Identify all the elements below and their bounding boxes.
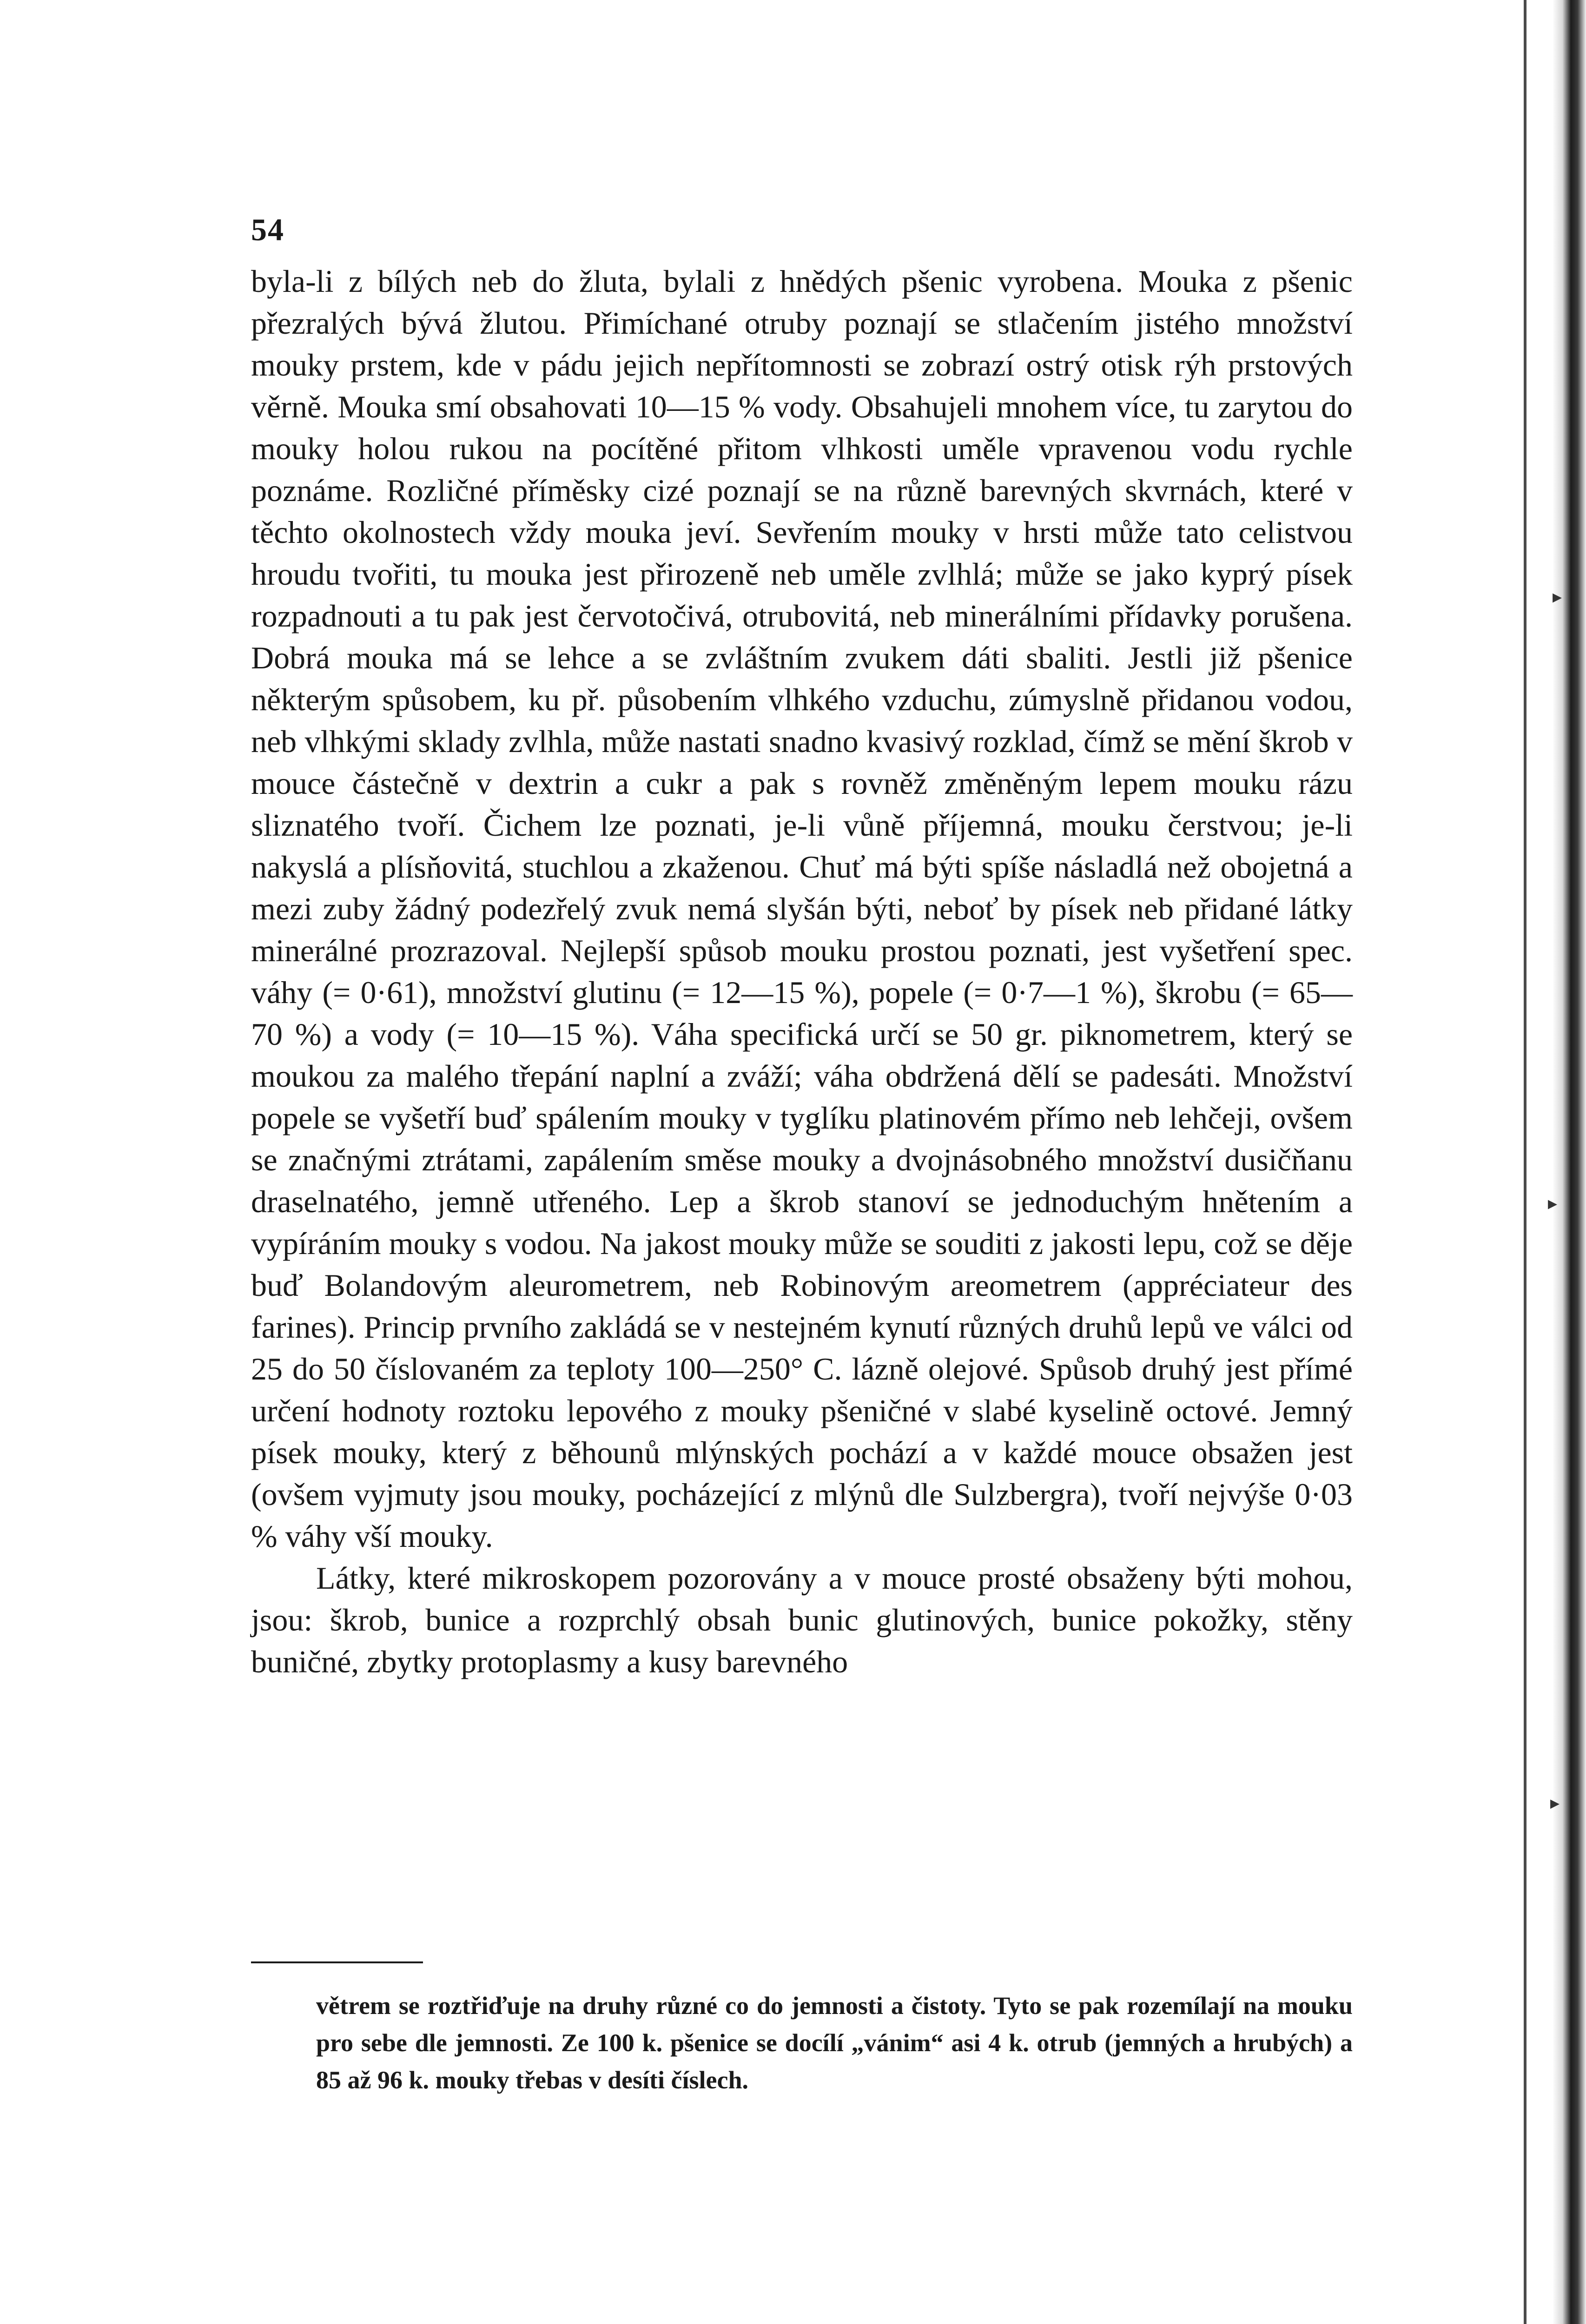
binding-shadow [1553, 0, 1586, 2324]
body-text [251, 260, 1353, 1683]
footnote-rule [251, 1961, 423, 1963]
margin-speck: ▸ [1553, 586, 1562, 607]
footnote: větrem se roztřiďuje na druhy různé co do jemnosti a čistoty. Tyto se pak rozemílají na mouku pro sebe dle jemnosti. Ze 100 k. pšenice se docílí „vánim“ asi 4 k. otrub (jemných a hrubých) a 85 až 96 k. mouky třebas v desíti číslech. [316, 1992, 1353, 2094]
paragraph: byla-li z bílých neb do žluta, bylali z hnědých pšenic vyrobena. Mouka z pšenic přezralých bývá žlutou. Přimíchané otruby poznají se stlačením jistého množství mouky prstem, kde v pádu jejich nepřítomnosti se zobrazí ostrý otisk rýh prstových věrně. Mouka smí obsahovati 10—15 % vody. Obsahujeli mnohem více, tu zarytou do mouky holou rukou na pocítěné přitom vlhkosti uměle vpravenou vodu rychle poznáme. Rozličné příměsky cizé poznají se na různě barevných skvrnách, které v těchto okolnostech vždy mouka jeví. Sevřením mouky v hrsti může tato celistvou hroudu tvořiti, tu mouka jest přirozeně neb uměle zvlhlá; může se jako kyprý písek rozpadnouti a tu pak jest červotočivá, otrubovitá, neb minerálními přídavky porušena. Dobrá mouka má se lehce a se zvláštním zvukem dáti sbaliti. Jestli již pšenice některým spůsobem, ku př. působením vlhkého vzduchu, zúmyslně přidanou vodou, neb vlhkými sklady zvlhla, může nastati snadno kvasivý rozklad, čímž se mění škrob v mouce částečně v dextrin a cukr a pak s rovněž změněným lepem mouku rázu sliznatého tvoří. Čichem lze poznati, je-li vůně příjemná, mouku čerstvou; je-li nakyslá a plísňovitá, stuchlou a zkaženou. Chuť má býti spíše násladlá než obojetná a mezi zuby žádný podezřelý zvuk nemá slyšán býti, neboť by písek neb přidané látky minerálné prozrazoval. Nejlepší spůsob mouku prostou poznati, jest vyšetření spec. váhy (= 0·61), množství glutinu (= 12—15 %), popele (= 0·7—1 %), škrobu (= 65—70 %) a vody (= 10—15 %). Váha specifická určí se 50 gr. piknometrem, který se moukou za malého třepání naplní a zváží; váha obdržená dělí se padesáti. Množství popele se vyšetří buď spálením mouky v tyglíku platinovém přímo neb lehčeji, ovšem se značnými ztrátami, zapálením směse mouky a dvojnásobného množství dusičňanu draselnatého, jemně utřeného. Lep a škrob stanoví se jednoduchým hnětením a vypíráním mouky s vodou. Na jakost mouky může se souditi z jakosti lepu, což se děje buď Bolandovým aleurometrem, neb Robinovým areometrem (appréciateur des farines). Princip prvního zakládá se v nestejném kynutí různých druhů lepů ve válci od 25 do 50 číslovaném za teploty 100—250° C. lázně olejové. Spůsob druhý jest přímé určení hodnoty roztoku lepového z mouky pšeničné v slabé kyselině octové. Jemný písek mouky, který z běhounů mlýnských pochází a v každé mouce obsažen jest (ovšem vyjmuty jsou mouky, pocházející z mlýnů dle Sulzbergra), tvoří nejvýše 0·03 % váhy vší mouky. [251, 264, 1353, 1554]
paragraph: Látky, které mikroskopem pozorovány a v mouce prosté obsaženy býti mohou, jsou: škrob, bunice a rozprchlý obsah bunic glutinových, bunice pokožky, stěny buničné, zbytky protoplasmy a kusy barevného [251, 1560, 1353, 1679]
margin-speck: ▸ [1548, 1193, 1558, 1214]
margin-speck: ▸ [1550, 1792, 1560, 1813]
page-number: 54 [251, 212, 284, 247]
page-edge-line [1524, 0, 1527, 2324]
